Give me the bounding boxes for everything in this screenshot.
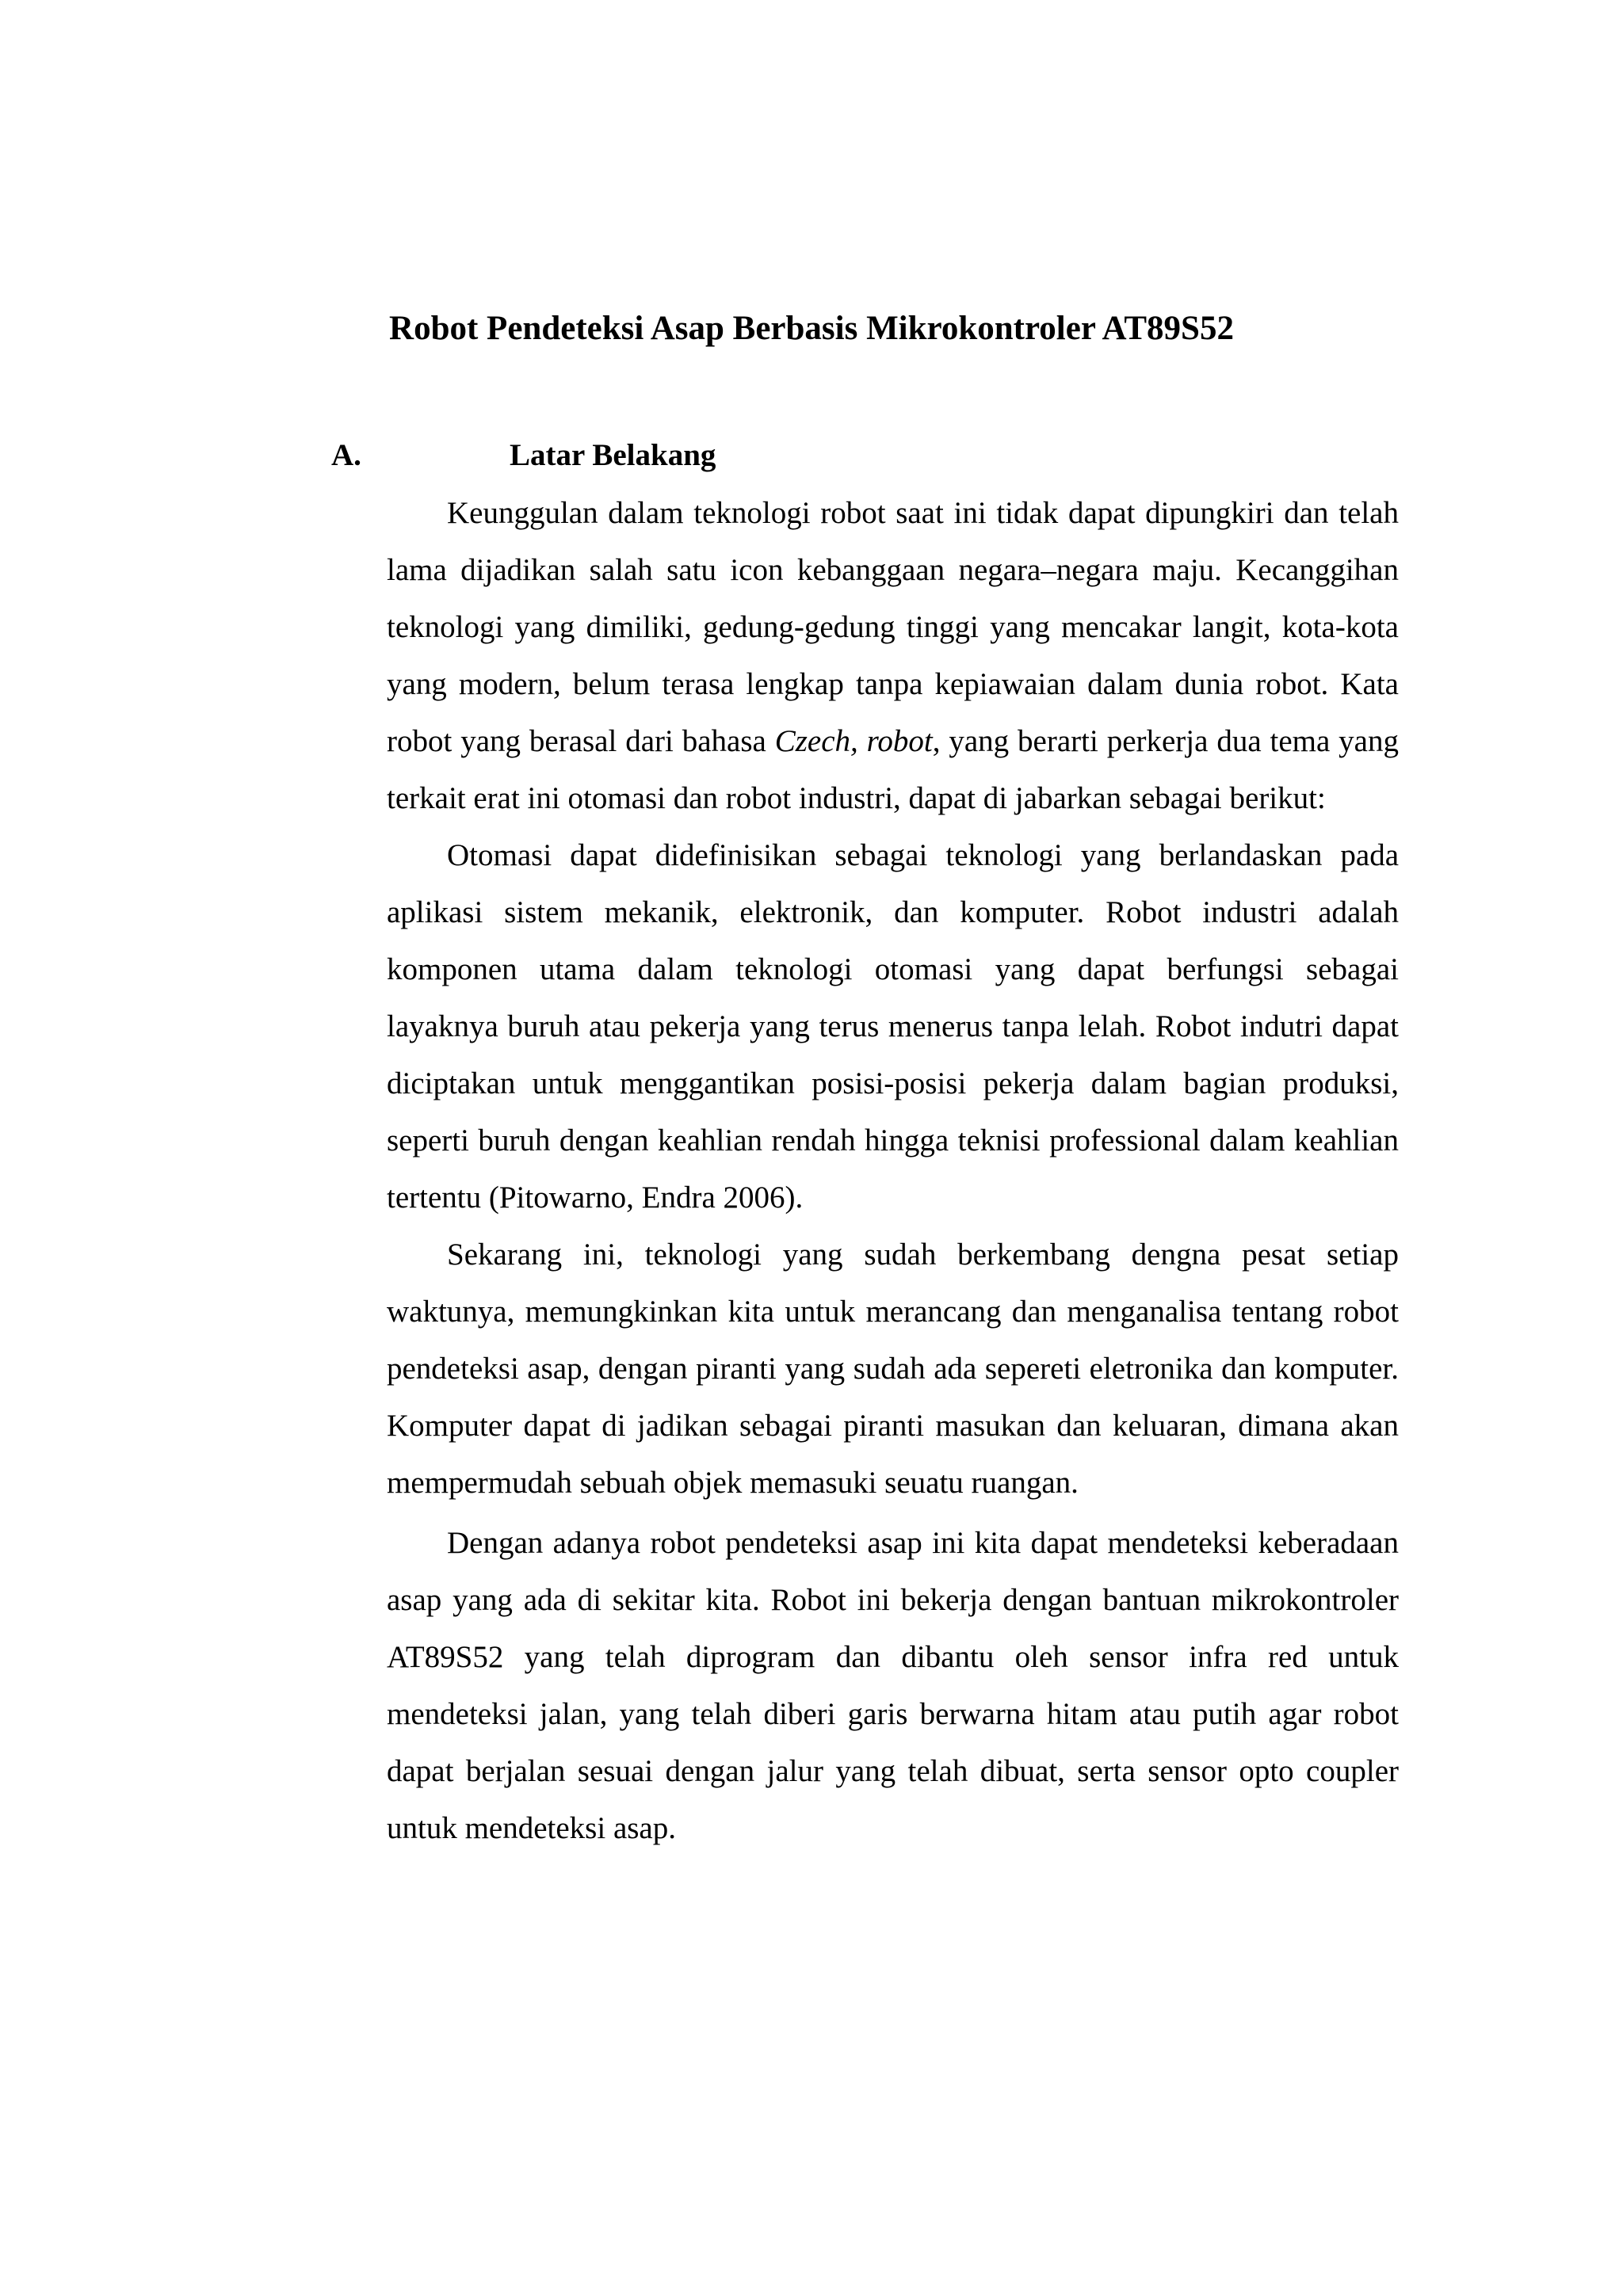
paragraph-3: Sekarang ini, teknologi yang sudah berkembang dengna pesat setiap waktunya, memungkinkan kita untuk merancang dan menganalisa tentang robot pendeteksi asap, dengan piranti yang sudah ada sepereti eletronika dan komputer. Komputer dapat di jadikan sebagai piranti masukan dan keluaran, dimana akan mempermudah sebuah objek memasuki seuatu ruangan. [387,1238,1399,1500]
section-heading [0,432,1623,479]
paragraph-1-italic-term: Czech, robot [774,724,933,758]
paragraph-1-text-start: Keunggulan dalam teknologi robot saat ini tidak dapat dipungkiri dan telah lama dijadikan salah satu icon kebanggaan negara–negara maju. Kecanggihan teknologi yang dimiliki, gedung-gedung tinggi yang mencakar langit, kota-kota yang modern, belum terasa lengkap tanpa kepiawaian dalam dunia robot. Kata robot yang berasal dari bahasa [387,496,1399,758]
section-letter: A. [331,438,361,472]
paragraph-4: Dengan adanya robot pendeteksi asap ini kita dapat mendeteksi keberadaan asap yang ada di sekitar kita. Robot ini bekerja dengan bantuan mikrokontroler AT89S52 yang telah diprogram dan dibantu oleh sensor infra red untuk mendeteksi jalan, yang telah diberi garis berwarna hitam atau putih agar robot dapat berjalan sesuai dengan jalur yang telah dibuat, serta sensor opto coupler untuk mendeteksi asap. [387,1526,1399,1845]
paragraph-1-text-end: , yang berarti perkerja dua tema yang terkait erat ini otomasi dan robot industri, dapat di jabarkan sebagai berikut: [387,724,1399,815]
document-title: Robot Pendeteksi Asap Berbasis Mikrokontroler AT89S52 [389,310,1234,347]
body-text [387,485,1399,1857]
section-title: Latar Belakang [510,438,716,472]
paragraph-2: Otomasi dapat didefinisikan sebagai teknologi yang berlandaskan pada aplikasi sistem mekanik, elektronik, dan komputer. Robot industri adalah komponen utama dalam teknologi otomasi yang dapat berfungsi sebagai layaknya buruh atau pekerja yang terus menerus tanpa lelah. Robot indutri dapat diciptakan untuk menggantikan posisi-posisi pekerja dalam bagian produksi, seperti buruh dengan keahlian rendah hingga teknisi professional dalam keahlian tertentu (Pitowarno, Endra 2006). [387,838,1399,1215]
paragraph-1 [387,485,1399,827]
